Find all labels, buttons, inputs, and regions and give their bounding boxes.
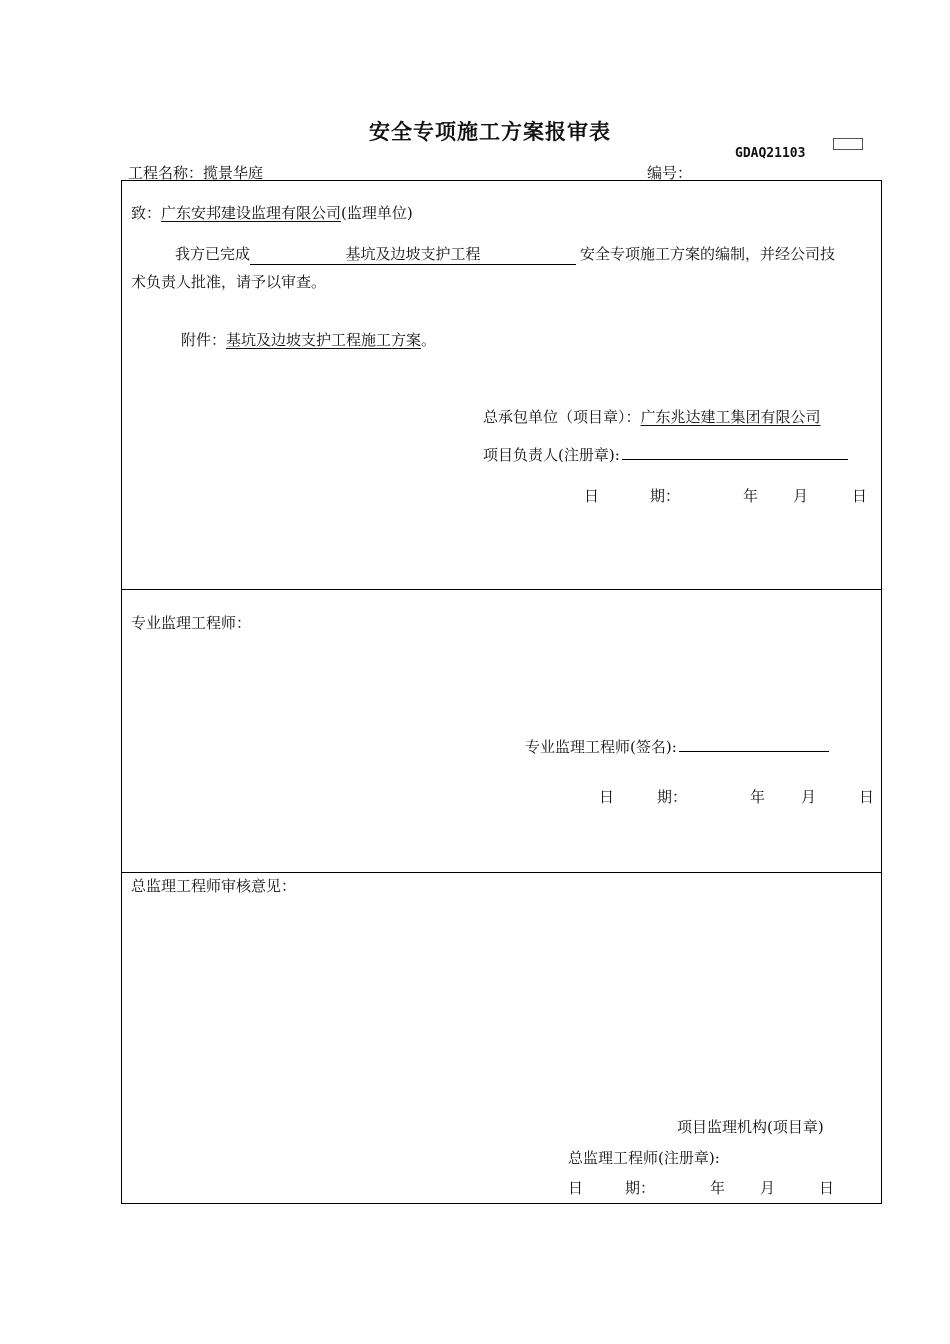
supervisor-company: 广东安邦建设监理有限公司: [161, 204, 342, 222]
body-prefix: 我方已完成: [175, 245, 251, 263]
attach-end: 。: [421, 331, 437, 349]
to-suffix: (监理单位): [341, 204, 413, 222]
date-year: 年: [710, 1179, 726, 1197]
date-day: 日: [852, 487, 868, 505]
body-suffix: 安全专项施工方案的编制，并经公司技: [580, 245, 836, 263]
date-day: 日: [819, 1179, 835, 1197]
date-month: 月: [760, 1179, 776, 1197]
date-month: 月: [793, 487, 809, 505]
chief-review-heading: 总监理工程师审核意见：: [131, 877, 297, 895]
date-qi: 期：: [625, 1179, 656, 1197]
addressee-line: [131, 202, 413, 223]
project-label: 工程名称：: [128, 164, 204, 182]
engineer-sign-line: [525, 736, 829, 757]
number-label: 编号：: [647, 164, 693, 182]
body-text-line2: 术负责人批准，请予以审查。: [131, 273, 327, 291]
contractor-label: 总承包单位（项目章）：: [483, 408, 641, 426]
completed-item: [250, 243, 576, 265]
date-year: 年: [743, 487, 759, 505]
to-label: 致：: [131, 204, 162, 222]
date-qi: 期：: [650, 487, 681, 505]
date-ri: 日: [568, 1179, 584, 1197]
completed-item-text: 基坑及边坡支护工程: [345, 245, 481, 263]
section-divider-1: [121, 589, 882, 590]
form-title: 安全专项施工方案报审表: [369, 120, 611, 144]
section-divider-2: [121, 872, 882, 873]
date-day: 日: [859, 788, 875, 806]
date-qi: 期：: [657, 788, 688, 806]
date-month: 月: [801, 788, 817, 806]
supervision-org-label: 项目监理机构(项目章): [677, 1118, 824, 1136]
contractor-value: 广东兆达建工集团有限公司: [640, 408, 821, 426]
project-value: 揽景华庭: [203, 164, 264, 182]
form-code: GDAQ21103: [735, 146, 806, 161]
engineer-signature-field[interactable]: [679, 737, 829, 752]
engineer-heading: 专业监理工程师：: [131, 614, 252, 632]
manager-signature-field[interactable]: [622, 445, 848, 460]
manager-line: [483, 444, 848, 465]
date-ri: 日: [599, 788, 615, 806]
contractor-line: [483, 406, 821, 427]
attachment-line: [181, 329, 436, 350]
engineer-sign-label: 专业监理工程师(签名):: [525, 738, 677, 756]
manager-label: 项目负责人(注册章):: [483, 446, 620, 464]
attach-value: 基坑及边坡支护工程施工方案: [226, 331, 422, 349]
date-year: 年: [750, 788, 766, 806]
chief-engineer-label: 总监理工程师(注册章):: [568, 1149, 720, 1167]
date-ri: 日: [584, 487, 600, 505]
body-text-line1: [175, 243, 835, 265]
corner-box: [833, 138, 863, 150]
attach-label: 附件：: [181, 331, 227, 349]
